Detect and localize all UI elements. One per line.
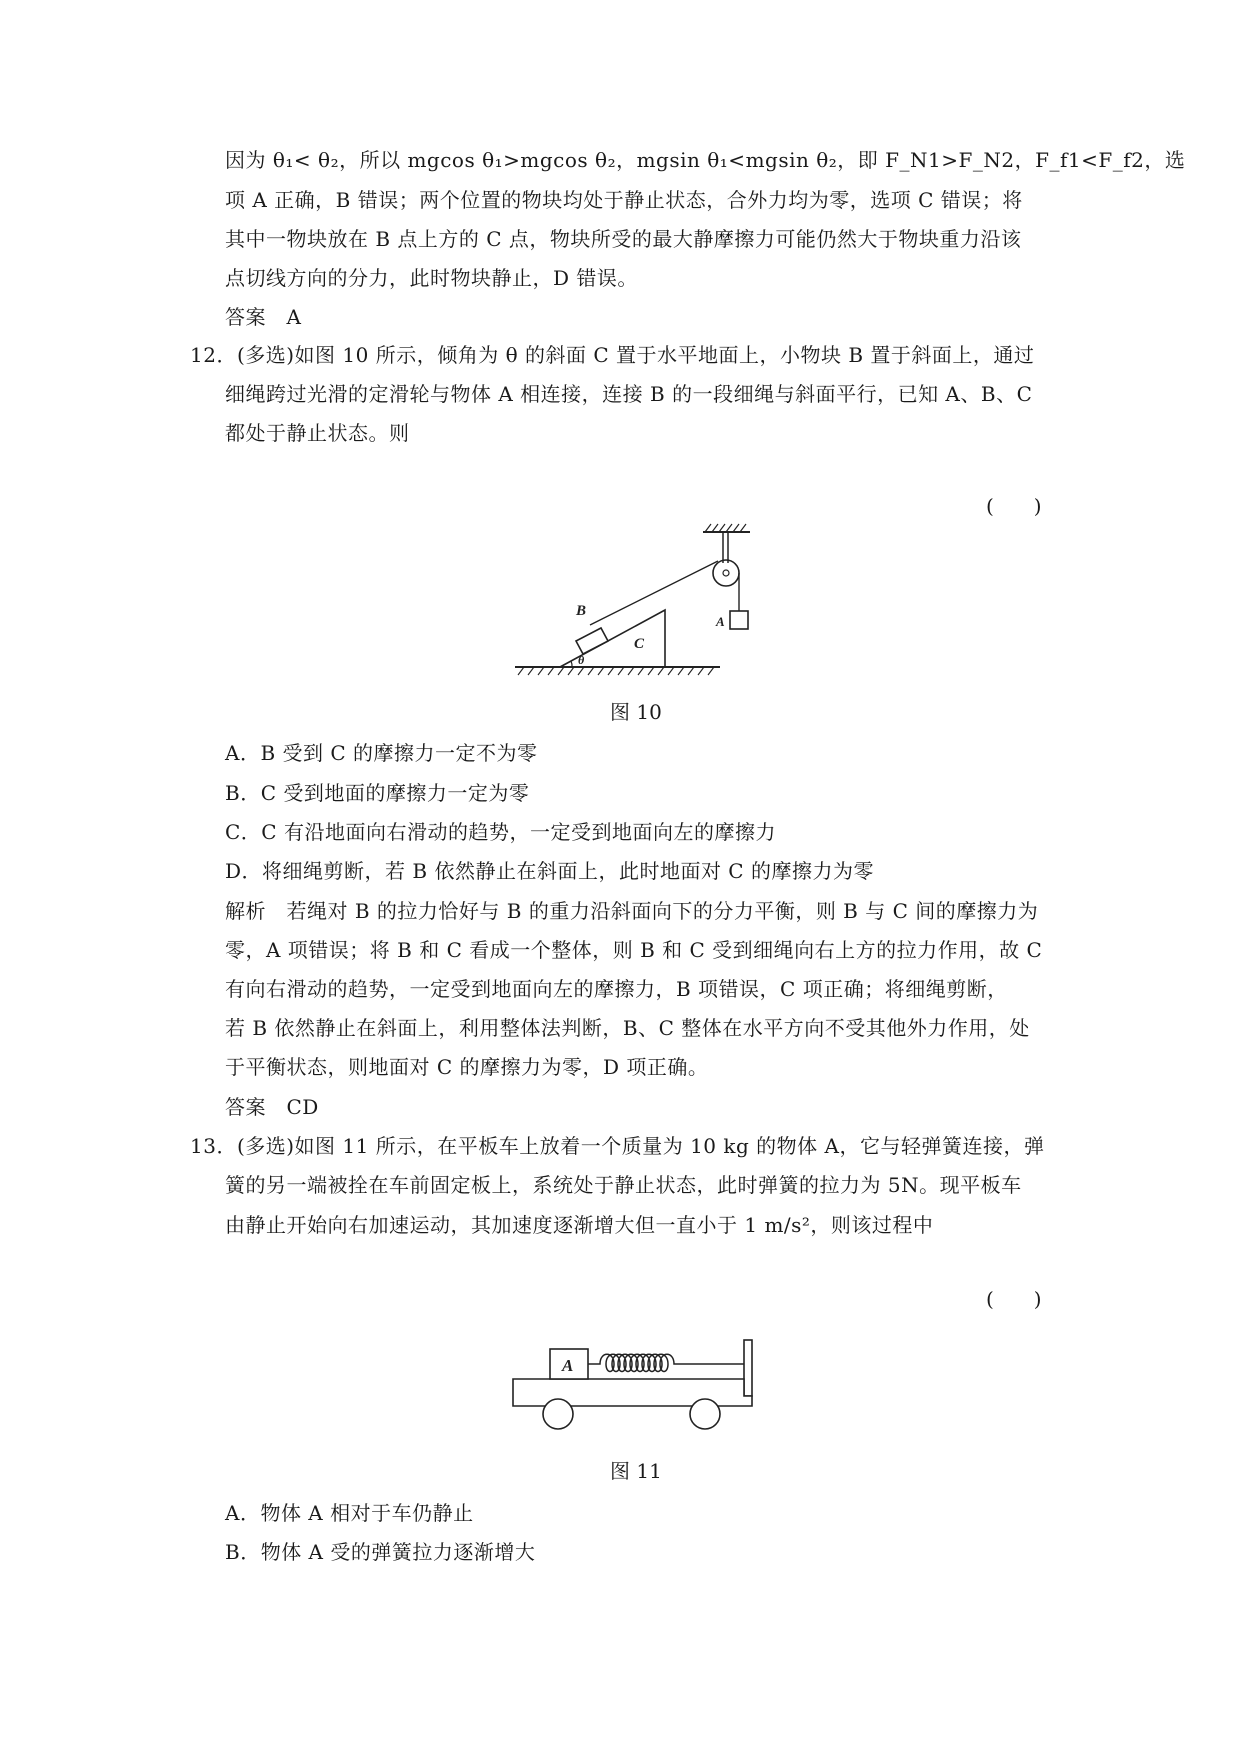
q12-analysis-line-4: 若 B 依然静止在斜面上，利用整体法判断，B、C 整体在水平方向不受其他外力作用，处: [225, 1016, 1030, 1040]
q13-answer-blank: ( ): [986, 1287, 1042, 1311]
q12-stem-line-3: 都处于静止状态。则: [225, 421, 410, 445]
q12-answer-blank: ( ): [986, 494, 1042, 518]
q13-stem-line-1: 13．(多选)如图 11 所示，在平板车上放着一个质量为 10 kg 的物体 A，它与轻弹簧连接，弹: [190, 1134, 1045, 1158]
q13-option-b: B．物体 A 受的弹簧拉力逐渐增大: [225, 1540, 536, 1564]
q13-option-a: A．物体 A 相对于车仍静止: [225, 1501, 474, 1525]
q12-answer: 答案 CD: [225, 1095, 319, 1119]
figure-10-label-b: B: [576, 603, 587, 619]
figure-10-label-theta: θ: [578, 653, 585, 667]
q13-stem-line-3: 由静止开始向右加速运动，其加速度逐渐增大但一直小于 1 m/s²，则该过程中: [225, 1213, 934, 1237]
q12-analysis-line-5: 于平衡状态，则地面对 C 的摩擦力为零，D 项正确。: [225, 1055, 709, 1079]
intro-line-2: 项 A 正确，B 错误；两个位置的物块均处于静止状态，合外力均为零，选项 C 错误；将: [225, 188, 1023, 212]
figure-10-label-c: C: [634, 636, 645, 652]
intro-line-3: 其中一物块放在 B 点上方的 C 点，物块所受的最大静摩擦力可能仍然大于物块重力沿该: [225, 227, 1022, 251]
figure-10-caption: 图 10: [610, 700, 662, 724]
figure-10-label-a: A: [716, 614, 725, 629]
intro-answer: 答案 A: [225, 305, 302, 329]
q12-analysis-line-2: 零，A 项错误；将 B 和 C 看成一个整体，则 B 和 C 受到细绳向右上方的拉力作用，故 C: [225, 938, 1043, 962]
intro-line-4: 点切线方向的分力，此时物块静止，D 错误。: [225, 266, 638, 290]
figure-11-cart-diagram: [510, 1335, 760, 1435]
q13-stem-line-2: 簧的另一端被拴在车前固定板上，系统处于静止状态，此时弹簧的拉力为 5N。现平板车: [225, 1173, 1022, 1197]
q12-option-c: C．C 有沿地面向右滑动的趋势，一定受到地面向左的摩擦力: [225, 820, 776, 844]
q12-analysis-line-1: 解析 若绳对 B 的拉力恰好与 B 的重力沿斜面向下的分力平衡，则 B 与 C 间的摩擦力为: [225, 899, 1039, 923]
q12-stem-line-1: 12．(多选)如图 10 所示，倾角为 θ 的斜面 C 置于水平地面上，小物块 B 置于斜面上，通过: [190, 343, 1035, 367]
figure-11-label-a: A: [562, 1356, 574, 1375]
q12-option-d: D．将细绳剪断，若 B 依然静止在斜面上，此时地面对 C 的摩擦力为零: [225, 859, 874, 883]
q12-option-a: A．B 受到 C 的摩擦力一定不为零: [225, 741, 538, 765]
q12-stem-line-2: 细绳跨过光滑的定滑轮与物体 A 相连接，连接 B 的一段细绳与斜面平行，已知 A、B、C: [225, 382, 1033, 406]
q12-option-b: B．C 受到地面的摩擦力一定为零: [225, 781, 530, 805]
q12-analysis-line-3: 有向右滑动的趋势，一定受到地面向左的摩擦力，B 项错误，C 项正确；将细绳剪断，: [225, 977, 1008, 1001]
figure-10-incline-diagram: [510, 515, 730, 690]
figure-11-caption: 图 11: [610, 1459, 662, 1483]
intro-line-1: 因为 θ₁< θ₂，所以 mgcos θ₁>mgcos θ₂，mgsin θ₁<mgsin θ₂，即 F_N1>F_N2，F_f1<F_f2，选: [225, 148, 1186, 172]
